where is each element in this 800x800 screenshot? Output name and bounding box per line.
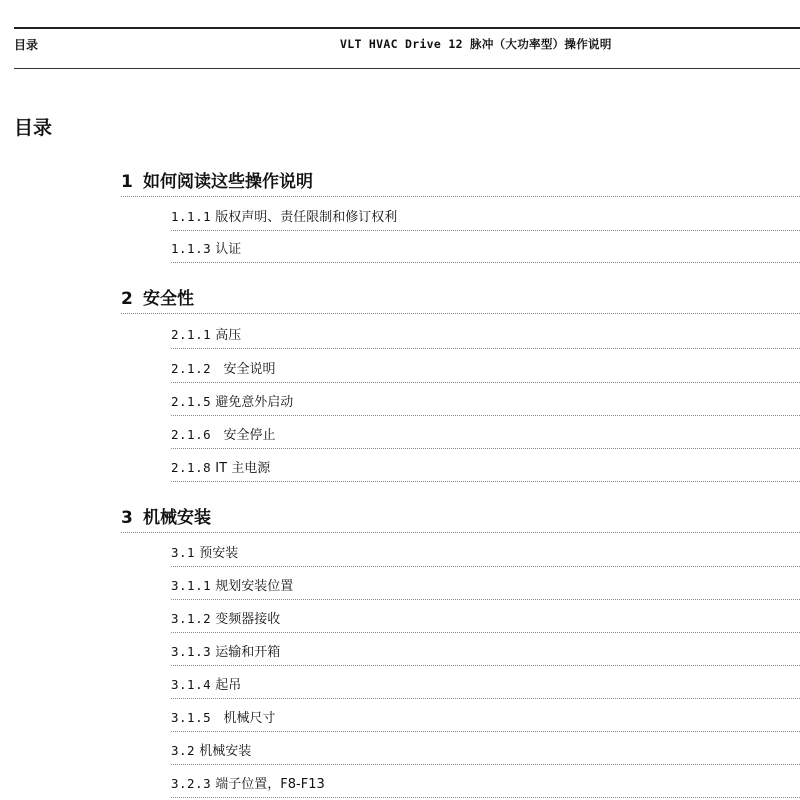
top-rule [14, 27, 800, 29]
entry-number: 2.1.8 [171, 460, 212, 475]
chapter-title: 安全性 [143, 289, 194, 309]
toc-entry[interactable] [171, 771, 800, 798]
toc-entry[interactable] [171, 204, 800, 231]
entry-title: 预安装 [199, 546, 239, 561]
entry-number: 3.1.2 [171, 611, 212, 626]
header-rule [14, 68, 800, 69]
chapter-title: 机械安装 [143, 508, 211, 528]
entry-number: 3.1.1 [171, 578, 212, 593]
entry-title: 安全停止 [223, 428, 276, 443]
entry-number: 2.1.6 [171, 427, 212, 442]
entry-title: 版权声明、责任限制和修订权利 [215, 210, 398, 225]
toc-entry[interactable] [171, 738, 800, 765]
header-document-title: VLT HVAC Drive 12 脉冲（大功率型）操作说明 [340, 37, 612, 51]
toc-chapter-1[interactable] [121, 168, 800, 197]
entry-number: 1.1.3 [171, 241, 212, 256]
entry-number: 2.1.1 [171, 327, 212, 342]
entry-title: 运输和开箱 [215, 645, 281, 660]
entry-title: 机械尺寸 [223, 711, 276, 726]
entry-title: 避免意外启动 [215, 395, 294, 410]
entry-title: 认证 [215, 242, 242, 257]
entry-number: 3.2 [171, 743, 196, 758]
entry-title: 高压 [215, 328, 242, 343]
entry-number: 3.1.3 [171, 644, 212, 659]
entry-number: 1.1.1 [171, 209, 212, 224]
running-header [14, 36, 800, 56]
entry-number: 3.1 [171, 545, 196, 560]
toc-chapter-3[interactable] [121, 504, 800, 533]
entry-number: 3.2.3 [171, 776, 212, 791]
entry-title: 安全说明 [223, 362, 276, 377]
entry-title: 机械安装 [199, 744, 252, 759]
toc-entry[interactable] [171, 573, 800, 600]
toc-entry[interactable] [171, 455, 800, 482]
entry-number: 3.1.4 [171, 677, 212, 692]
entry-number: 2.1.5 [171, 394, 212, 409]
toc-entry[interactable] [171, 606, 800, 633]
entry-title: 端子位置，F8-F13 [215, 777, 325, 792]
chapter-number: 2 [121, 289, 133, 309]
toc-title: 目录 [14, 117, 53, 139]
chapter-number: 1 [121, 172, 133, 192]
chapter-title: 如何阅读这些操作说明 [143, 172, 313, 192]
entry-number: 2.1.2 [171, 361, 212, 376]
toc-entry[interactable] [171, 672, 800, 699]
toc-entry[interactable] [171, 639, 800, 666]
toc-entry[interactable] [171, 389, 800, 416]
toc-entry[interactable] [171, 705, 800, 732]
toc-entry[interactable] [171, 236, 800, 263]
entry-title: 规划安装位置 [215, 579, 294, 594]
entry-number: 3.1.5 [171, 710, 212, 725]
entry-title: 起吊 [215, 678, 242, 693]
header-section-label: 目录 [14, 38, 39, 52]
entry-title: 变频器接收 [215, 612, 281, 627]
chapter-number: 3 [121, 508, 133, 528]
toc-entry[interactable] [171, 422, 800, 449]
toc-entry[interactable] [171, 540, 800, 567]
toc-entry[interactable] [171, 356, 800, 383]
toc-chapter-2[interactable] [121, 285, 800, 314]
toc-entry[interactable] [171, 322, 800, 349]
entry-title: IT 主电源 [215, 461, 271, 476]
